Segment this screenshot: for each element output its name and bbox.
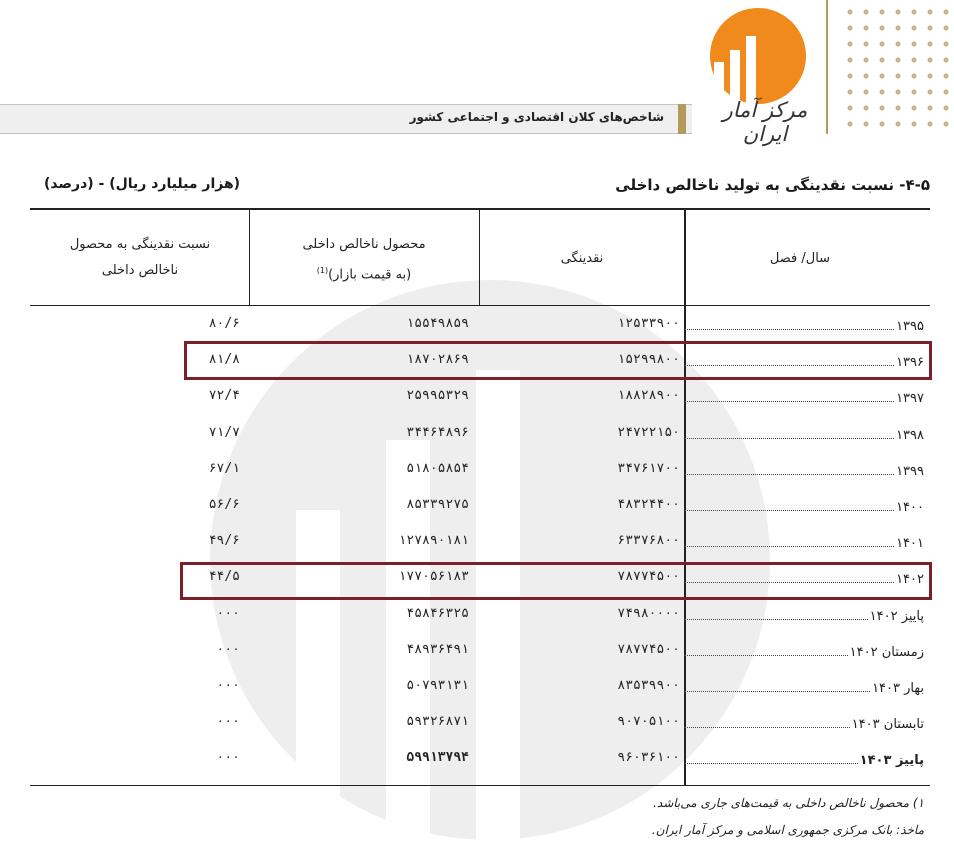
row-ratio: ۵۶/۶ — [208, 497, 240, 512]
row-ratio: ۴۴/۵ — [208, 569, 240, 584]
row-ratio: ۰۰۰ — [216, 606, 240, 621]
logo-text: مرکز آمار ایران — [722, 98, 808, 146]
row-period-label: بهار ۱۴۰۳ — [872, 681, 924, 696]
dotted-leader — [684, 400, 894, 402]
row-gdp: ۱۲۷۸۹۰۱۸۱ — [398, 533, 469, 548]
decorative-dot-grid — [838, 0, 954, 136]
row-liquidity: ۹۰۷۰۵۱۰۰ — [617, 714, 680, 729]
row-liquidity: ۸۳۵۳۹۹۰۰ — [617, 678, 680, 693]
column-header-gdp — [250, 232, 478, 288]
row-period-label: ۱۳۹۸ — [896, 428, 924, 443]
row-gdp: ۵۹۹۱۳۷۹۴ — [406, 750, 469, 765]
row-period-label: ۱۳۹۶ — [896, 355, 924, 370]
gdp-footnote-mark: (1) — [316, 266, 329, 275]
row-gdp: ۲۵۹۹۵۳۲۹ — [406, 388, 469, 403]
dotted-leader — [684, 545, 894, 547]
row-period — [684, 314, 924, 334]
row-ratio: ۰۰۰ — [216, 678, 240, 693]
row-period-label: زمستان ۱۴۰۲ — [849, 645, 924, 660]
row-period-label: پاییز ۱۴۰۳ — [859, 753, 924, 768]
row-gdp: ۸۵۳۳۹۲۷۵ — [406, 497, 469, 512]
ratio-header-line1: نسبت نقدینگی به محصول — [69, 237, 211, 252]
row-gdp: ۵۰۷۹۳۱۳۱ — [406, 678, 469, 693]
row-ratio: ۶۷/۱ — [208, 461, 240, 476]
row-liquidity: ۷۸۷۷۴۵۰۰ — [617, 569, 680, 584]
column-header-ratio — [40, 232, 240, 284]
row-gdp: ۵۱۸۰۵۸۵۴ — [406, 461, 469, 476]
row-period-label: ۱۳۹۵ — [896, 319, 924, 334]
source-note: ماخذ: بانک مرکزی جمهوری اسلامی و مرکز آمار ایران. — [651, 823, 924, 837]
row-period-label: ۱۴۰۲ — [896, 572, 924, 587]
header-title: شاخص‌های کلان اقتصادی و اجتماعی کشور — [409, 110, 664, 124]
row-ratio: ۰۰۰ — [216, 750, 240, 765]
row-period-label: ۱۳۹۹ — [896, 464, 924, 479]
gdp-header-line2: (به قیمت بازار)$^{(1)}$ — [316, 266, 412, 283]
row-period — [684, 676, 924, 696]
statistical-centre-logo-icon — [710, 8, 806, 104]
row-period-label: ۱۴۰۰ — [896, 500, 924, 515]
dotted-leader — [684, 509, 894, 511]
row-gdp: ۱۸۷۰۲۸۶۹ — [406, 352, 469, 367]
row-period — [684, 604, 924, 624]
dotted-leader — [684, 762, 858, 764]
row-period — [684, 386, 924, 406]
row-ratio: ۸۱/۸ — [208, 352, 240, 367]
row-liquidity: ۲۴۷۲۲۱۵۰ — [617, 425, 680, 440]
row-ratio: ۸۰/۶ — [208, 316, 240, 331]
table-top-rule — [30, 208, 930, 210]
row-ratio: ۷۲/۴ — [208, 388, 240, 403]
row-gdp: ۴۵۸۴۶۳۲۵ — [406, 606, 469, 621]
dotted-leader — [684, 726, 850, 728]
row-gdp: ۱۵۵۴۹۸۵۹ — [406, 316, 469, 331]
row-ratio: ۴۹/۶ — [208, 533, 240, 548]
row-ratio: ۷۱/۷ — [208, 425, 240, 440]
row-liquidity: ۳۴۷۶۱۷۰۰ — [617, 461, 680, 476]
ratio-header-line2: ناخالص داخلی — [101, 263, 179, 278]
row-liquidity: ۱۸۸۲۸۹۰۰ — [617, 388, 680, 403]
row-period — [684, 423, 924, 443]
highlight-box-1396 — [184, 341, 932, 380]
row-liquidity: ۷۸۷۷۴۵۰۰ — [617, 642, 680, 657]
column-header-period: سال/ فصل — [769, 251, 831, 266]
dotted-leader — [684, 618, 868, 620]
column-header-liquidity: نقدینگی — [560, 251, 604, 266]
row-liquidity: ۴۸۳۲۴۴۰۰ — [617, 497, 680, 512]
row-period — [684, 495, 924, 515]
row-gdp: ۱۷۷۰۵۶۱۸۳ — [398, 569, 469, 584]
table-header-rule — [30, 305, 930, 306]
row-liquidity: ۱۲۵۳۳۹۰۰ — [617, 316, 680, 331]
dotted-leader — [684, 654, 848, 656]
row-period — [684, 531, 924, 551]
gdp-header-line1: محصول ناخالص داخلی — [302, 237, 426, 252]
row-gdp: ۵۹۳۲۶۸۷۱ — [406, 714, 469, 729]
row-period — [684, 640, 924, 660]
row-period-label: ۱۴۰۱ — [896, 536, 924, 551]
row-period-label: ۱۳۹۷ — [896, 391, 924, 406]
header-band-accent — [678, 104, 686, 134]
row-gdp: ۳۴۴۶۴۸۹۶ — [406, 425, 469, 440]
dotted-leader — [684, 328, 894, 330]
row-period — [684, 712, 924, 732]
row-liquidity: ۷۴۹۸۰۰۰۰ — [617, 606, 680, 621]
dotted-leader — [684, 473, 894, 475]
row-liquidity: ۱۵۲۹۹۸۰۰ — [617, 352, 680, 367]
row-ratio: ۰۰۰ — [216, 714, 240, 729]
table-unit: (هزار میلیارد ریال) - (درصد) — [44, 176, 241, 192]
row-period-label: تابستان ۱۴۰۳ — [851, 717, 924, 732]
row-period — [684, 748, 924, 768]
row-gdp: ۴۸۹۳۶۴۹۱ — [406, 642, 469, 657]
row-ratio: ۰۰۰ — [216, 642, 240, 657]
dotted-leader — [684, 690, 870, 692]
row-period-label: پاییز ۱۴۰۲ — [869, 609, 924, 624]
row-liquidity: ۹۶۰۳۶۱۰۰ — [617, 750, 680, 765]
highlight-box-1402 — [180, 562, 932, 600]
table-bottom-rule — [30, 785, 930, 786]
table-title: ۴-۵- نسبت نقدینگی به تولید ناخالص داخلی — [615, 176, 930, 194]
dotted-leader — [684, 437, 894, 439]
row-period — [684, 459, 924, 479]
footnote: ۱) محصول ناخالص داخلی به قیمت‌های جاری می‌باشد. — [653, 796, 924, 810]
row-liquidity: ۶۳۳۷۶۸۰۰ — [617, 533, 680, 548]
